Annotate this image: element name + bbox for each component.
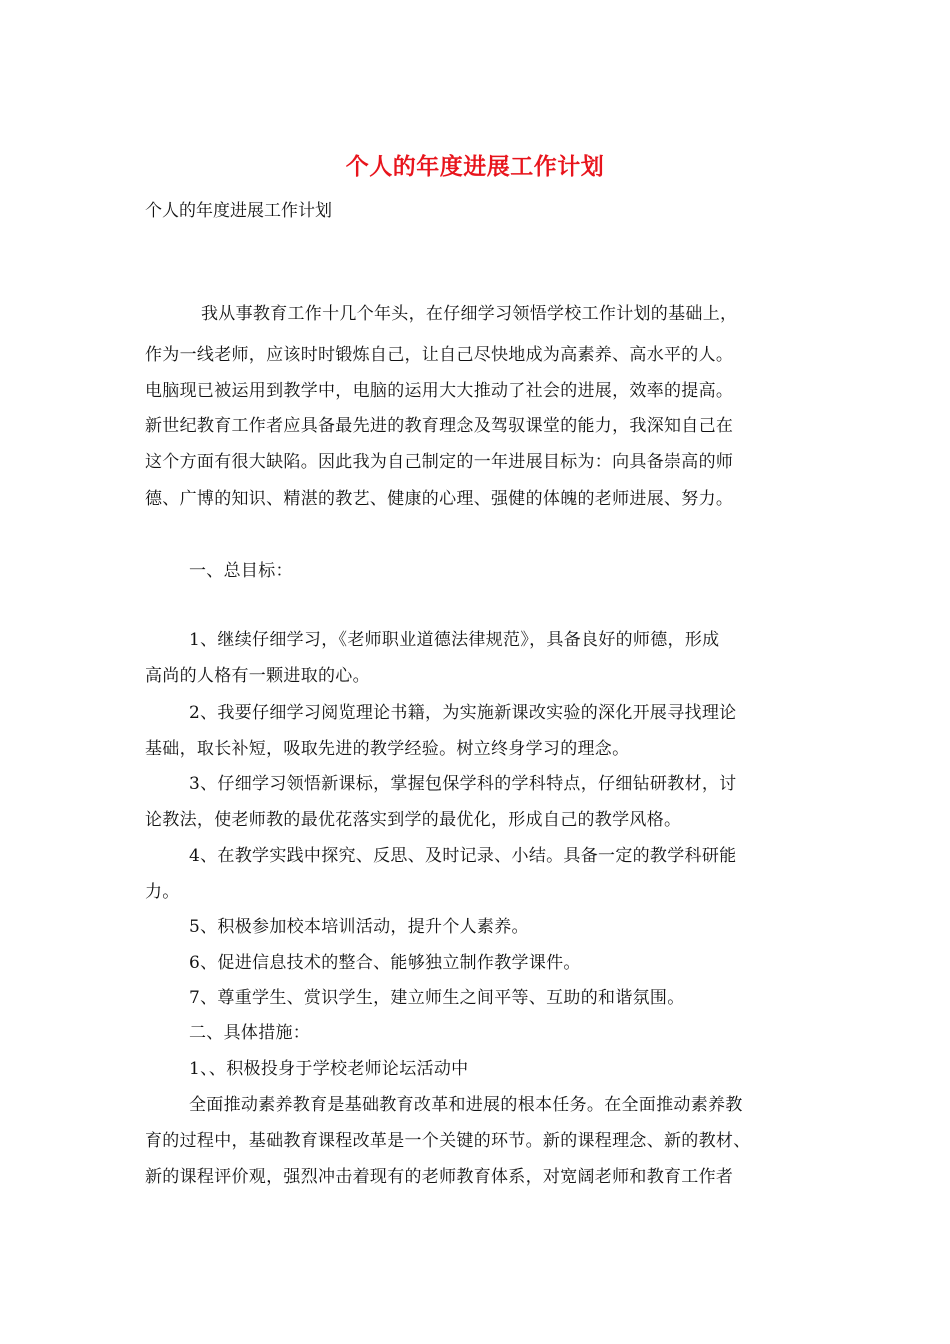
list-item-line: 论教法，使老师教的最优花落实到学的最优化，形成自己的教学风格。 (145, 810, 682, 830)
list-item-line: 5、积极参加校本培训活动，提升个人素养。 (189, 917, 529, 937)
list-item-line: 力。 (145, 882, 180, 902)
paragraph-line: 我从事教育工作十几个年头，在仔细学习领悟学校工作计划的基础上， (201, 304, 738, 324)
paragraph-line: 新的课程评价观，强烈冲击着现有的老师教育体系，对宽阔老师和教育工作者 (145, 1167, 734, 1187)
paragraph-line: 德、广博的知识、精湛的教艺、健康的心理、强健的体魄的老师进展、努力。 (145, 489, 734, 509)
paragraph-line: 全面推动素养教育是基础教育改革和进展的根本任务。在全面推动素养教 (189, 1095, 743, 1115)
list-item-line: 2、我要仔细学习阅览理论书籍，为实施新课改实验的深化开展寻找理论 (189, 703, 737, 723)
list-item-line: 1、继续仔细学习，《老师职业道德法律规范》，具备良好的师德，形成 (189, 630, 720, 650)
list-item-line: 7、尊重学生、赏识学生，建立师生之间平等、互助的和谐氛围。 (189, 988, 685, 1008)
list-item-line: 高尚的人格有一颗进取的心。 (145, 666, 370, 686)
section-heading: 二、具体措施： (189, 1023, 311, 1043)
paragraph-line: 这个方面有很大缺陷。因此我为自己制定的一年进展目标为：向具备崇高的师 (145, 452, 734, 472)
paragraph-line: 育的过程中，基础教育课程改革是一个关键的环节。新的课程理念、新的教材、 (145, 1131, 751, 1151)
document-title: 个人的年度进展工作计划 (345, 153, 605, 180)
list-item-line: 6、促进信息技术的整合、能够独立制作教学课件。 (189, 953, 581, 973)
list-item-line: 3、仔细学习领悟新课标，掌握包保学科的学科特点，仔细钻研教材，讨 (189, 774, 737, 794)
paragraph-line: 作为一线老师，应该时时锻炼自己，让自己尽快地成为高素养、高水平的人。 (145, 345, 734, 365)
paragraph-line: 电脑现已被运用到教学中，电脑的运用大大推动了社会的进展，效率的提高。 (145, 381, 734, 401)
section-heading: 一、总目标： (189, 561, 293, 581)
list-item-line: 基础，取长补短，吸取先进的教学经验。树立终身学习的理念。 (145, 739, 630, 759)
paragraph-line: 新世纪教育工作者应具备最先进的教育理念及驾驭课堂的能力，我深知自己在 (145, 416, 734, 436)
list-item-line: 1、、积极投身于学校老师论坛活动中 (189, 1059, 469, 1079)
document-subtitle: 个人的年度进展工作计划 (145, 201, 332, 221)
list-item-line: 4、在教学实践中探究、反思、及时记录、小结。具备一定的教学科研能 (189, 846, 737, 866)
